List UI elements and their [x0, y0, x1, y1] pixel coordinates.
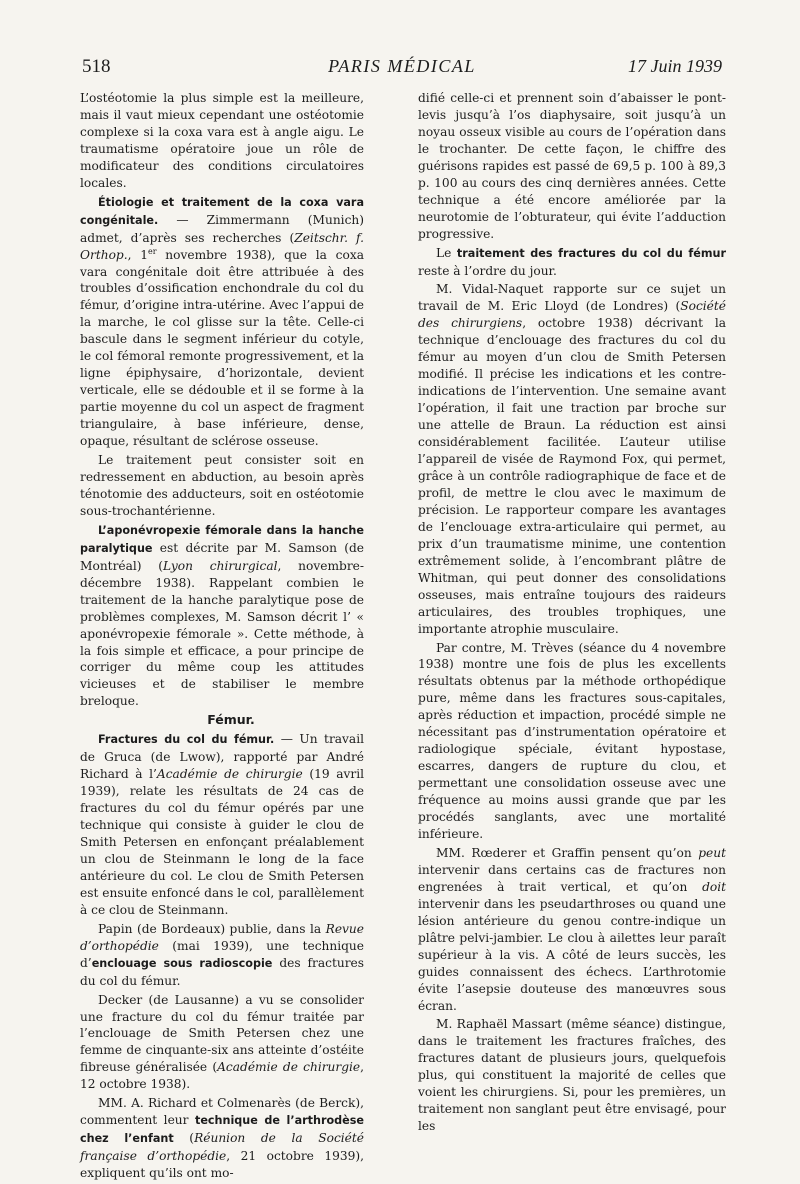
paragraph-massart: M. Raphaël Massart (même séance) distingue, dans le traitement les fractures fraîches, des fractures datant de plusieurs jours, quelquefois plus, qui constituent la majorité de celles que voient les chirurgiens. Si, pour les premières, un traitement non sanglant peut être envisagé, pour les — [418, 1017, 726, 1134]
paragraph-aponevropexie: L’aponévropexie fémorale dans la hanche paralytique est décrite par M. Samson (de Montréal) (Lyon chirurgical, novembre-décembre 1938). Rappelant combien le traitement de la hanche paralytique pose de problèmes complexes, M. Samson décrit l’ « aponévropexie fémorale ». Cette méthode, à la fois simple et efficace, a pour principe de corriger du même coup les attitudes vicieuses et de stabiliser le membre breloque. — [80, 523, 364, 709]
section-title-femur: Fémur. — [207, 712, 255, 728]
paragraph-traitement-fractures: Le traitement des fractures du col du fémur reste à l’ordre du jour. — [418, 245, 727, 278]
running-header — [82, 56, 722, 86]
journal-title: PARIS MÉDICAL — [328, 56, 476, 76]
paragraph-richard: MM. A. Richard et Colmenarès (de Berck), commentent leur technique de l’arthrodèse chez l’enfant (Réunion de la Société française d’orthopédie, 21 octobre 1939), expliquent qu’ils ont mo- — [80, 1096, 364, 1181]
left-column — [80, 90, 364, 1184]
paragraph-decker: Decker (de Lausanne) a vu se consolider une fracture du col du fémur traitée par l’enclouage de Smith Petersen chez une femme de cinquante-six ans atteinte d’ostéite fibreuse généralisée (Académie de chirurgie, 12 octobre 1938). — [80, 992, 365, 1092]
paragraph-treves: Par contre, M. Trèves (séance du 4 novembre 1938) montre une fois de plus les excellents résultats obtenus par la méthode orthopédique pure, même dans les fractures sous-capitales, après réduction et impaction, procédé simple ne nécessitant pas d’instrumentation opératoire et radiologique spéciale, évitant hypostase, escarres, dangers de rupture du clou, et permettant une consolidation osseuse avec une fréquence au moins aussi grande que par les procédés sanglants, avec une mortalité inférieure. — [418, 640, 726, 841]
paragraph-vidal-naquet: M. Vidal-Naquet rapporte sur ce sujet un travail de M. Eric Lloyd (de Londres) (Société des chirurgiens, octobre 1938) décrivant la technique d’enclouage des fractures du col du fémur au moyen d’un clou de Smith Petersen modifié. Il précise les indications et les contre-indications de l’intervention. Une semaine avant l’opération, il fait une traction par broche sur une attelle de Braun. La réduction est ainsi considérablement facilitée. L’auteur utilise l’appareil de visée de Raymond Fox, qui permet, grâce à un contrôle radiographique de face et de profil, de mettre le clou avec le maximum de précision. Le rapporteur compare les avantages de l’enclouage extra-articulaire qui permet, au prix d’un traumatisme minime, une contention extrêmement solide, à l’encombrant plâtre de Whitman, qui peut donner des consolidations osseuses, mais entraîne toujours des raideurs articulaires, des troubles trophiques, une importante atrophie musculaire. — [418, 282, 726, 636]
heading-fractures-col: Fractures du col du fémur. — [98, 733, 275, 747]
paragraph-papin: Papin (de Bordeaux) publie, dans la Revue d’orthopédie (mai 1939), une technique d’enclouage sous radioscopie des fractures du col du fémur. — [80, 921, 364, 988]
paragraph-coxa-vara: Étiologie et traitement de la coxa vara congénitale. — Zimmermann (Munich) admet, d’après ses recherches (Zeitschr. f. Orthop., 1er novembre 1938), que la coxa vara congénitale doit être attribuée à des troubles d’ossification enchondrale du col du fémur, d’origine intra-utérine. Avec l’appui de la marche, le col glisse sur la tête. Celle-ci bascule dans le segment inférieur du cotyle, le col fémoral remonte progressivement, et la ligne épiphysaire, d’horizontale, devient verticale, elle se dédouble et il se forme à la partie moyenne du col un aspect de fragment triangulaire, à base inférieure, dense, opaque, résultant de sclérose osseuse. — [80, 195, 365, 449]
paragraph-treatment: Le traitement peut consister soit en redressement en abduction, au besoin après ténotomie des adducteurs, soit en ostéotomie sous-trochantérienne. — [80, 453, 364, 518]
heading-aponevropexie: L’aponévropexie fémorale dans la hanche paralytique — [80, 523, 364, 555]
page-number: 518 — [82, 56, 111, 77]
paragraph-fractures-col: Fractures du col du fémur. — Un travail de Gruca (de Lwow), rapporté par André Richard à l’Académie de chirurgie (19 avril 1939), relate les résultats de 24 cas de fractures du col du fémur opérés par une technique qui consiste à guider le clou de Smith Petersen en enfonçant préalablement un clou de Steinmann le long de la face antérieure du col. Le clou de Smith Petersen est ensuite enfoncé dans le col, parallèlement à ce clou de Steinmann. — [80, 732, 364, 917]
heading-coxa-vara: Étiologie et traitement de la coxa vara congénitale. — [80, 195, 364, 227]
paragraph-roederer: MM. Rœderer et Graffin pensent qu’on peut intervenir dans certains cas de fractures non engrenées à trait vertical, et qu’on doit intervenir dans les pseudarthroses ou quand une lésion antérieure du genou contre-indique un plâtre pelvi-jambier. Le clou à ailettes leur paraît supérieur à la vis. A côté de leurs succès, les guides connaissent des échecs. L’arthrotomie évite l’asepsie douteuse des manœuvres sous écran. — [418, 845, 726, 1013]
issue-date: 17 Juin 1939 — [628, 56, 722, 76]
right-column — [418, 90, 726, 1137]
paragraph-osteotomy: L’ostéotomie la plus simple est la meilleure, mais il vaut mieux cependant une ostéotomie complexe si la coxa vara est à angle aigu. Le traumatisme opératoire joue un rôle de modificateur des conditions circulatoires locales. — [80, 91, 364, 190]
paragraph-continuation: difié celle-ci et prennent soin d’abaisser le pont-levis jusqu’à l’os diaphysaire, soit jusqu’à un noyau osseux visible au cours de l’opération dans le trochanter. De cette façon, le chiffre des guérisons rapides est passé de 69,5 p. 100 à 89,3 p. 100 au cours des cinq dernières années. Cette technique a été encore améliorée par la neurotomie de l’obturateur, qui évite l’adduction progressive. — [418, 91, 726, 241]
